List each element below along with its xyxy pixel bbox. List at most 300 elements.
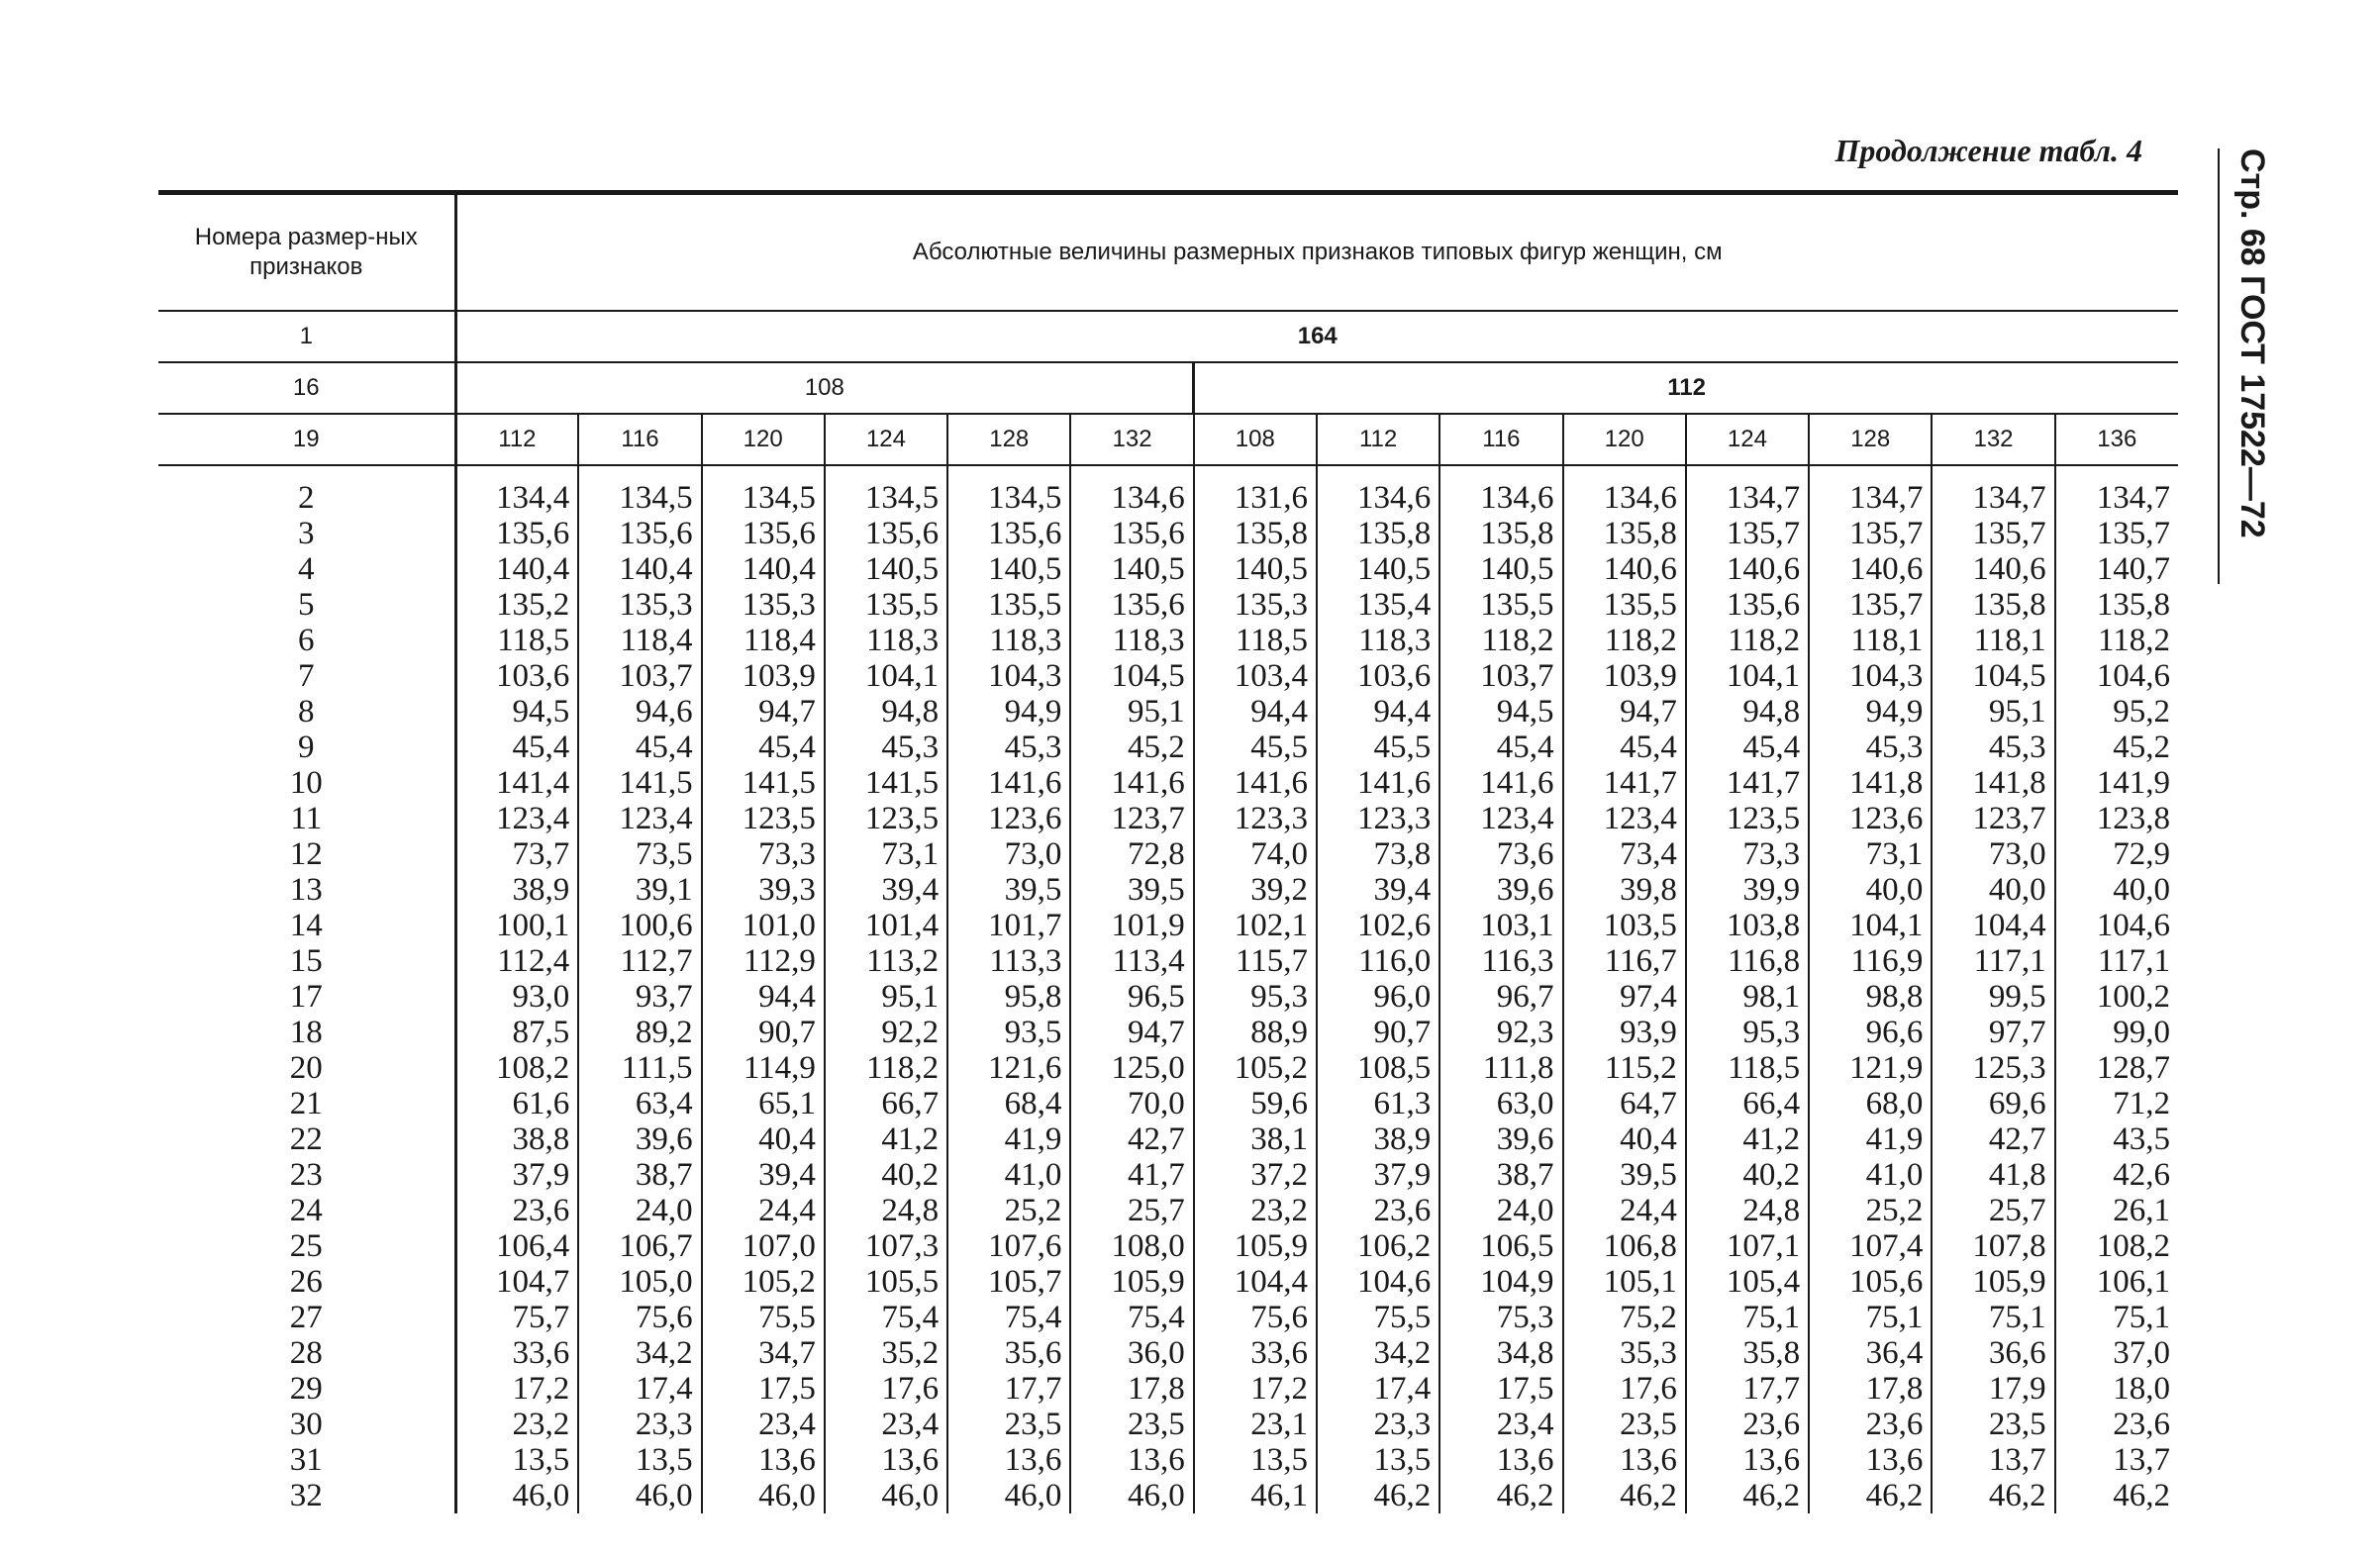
table-cell: 94,8 <box>825 694 947 730</box>
feature-number: 27 <box>158 1300 455 1335</box>
table-cell: 40,4 <box>702 1121 825 1157</box>
table-cell: 95,3 <box>1686 1015 1809 1050</box>
table-cell: 123,4 <box>578 801 701 836</box>
table-cell: 75,7 <box>512 1300 570 1335</box>
table-cell: 123,3 <box>1317 801 1439 836</box>
table-row <box>158 1442 2178 1478</box>
table-cell: 140,5 <box>1194 551 1317 587</box>
table-cell: 104,5 <box>1070 658 1193 694</box>
row-16-label: 16 <box>158 362 455 414</box>
table-cell: 125,0 <box>1070 1050 1193 1086</box>
table-cell: 103,7 <box>578 658 701 694</box>
table-cell: 140,5 <box>1439 551 1562 587</box>
table-cell: 108,2 <box>496 1050 570 1086</box>
table-cell: 118,2 <box>1563 623 1686 658</box>
table-cell: 134,7 <box>2055 465 2178 516</box>
feature-number: 32 <box>158 1478 455 1513</box>
table-cell: 103,6 <box>496 658 570 694</box>
table-cell: 94,7 <box>702 694 825 730</box>
table-cell: 23,6 <box>1317 1193 1439 1228</box>
table-cell: 72,9 <box>2055 836 2178 872</box>
table-cell: 38,1 <box>1194 1121 1317 1157</box>
table-cell: 26,1 <box>2055 1193 2178 1228</box>
table-cell: 106,7 <box>578 1228 701 1264</box>
table-cell: 104,6 <box>1317 1264 1439 1300</box>
table-cell: 108,0 <box>1070 1228 1193 1264</box>
table-cell: 92,2 <box>825 1015 947 1050</box>
table-cell: 13,5 <box>512 1442 570 1478</box>
table-cell: 141,7 <box>1563 765 1686 801</box>
table-cell: 140,4 <box>496 551 570 587</box>
table-cell: 95,8 <box>947 979 1070 1015</box>
table-cell: 123,6 <box>1809 801 1932 836</box>
table-cell: 43,5 <box>2055 1121 2178 1157</box>
table-cell: 39,3 <box>702 872 825 908</box>
table-cell: 35,3 <box>1563 1335 1686 1371</box>
table-cell: 73,5 <box>578 836 701 872</box>
table-cell: 101,7 <box>947 908 1070 943</box>
table-cell: 23,6 <box>1809 1407 1932 1442</box>
table-cell: 95,3 <box>1194 979 1317 1015</box>
table-cell: 23,4 <box>702 1407 825 1442</box>
table-cell: 141,8 <box>1932 765 2054 801</box>
table-cell: 17,8 <box>1070 1371 1193 1407</box>
feature-number: 6 <box>158 623 455 658</box>
table-row <box>158 1157 2178 1193</box>
table-cell: 140,4 <box>702 551 825 587</box>
table-cell: 104,5 <box>1932 658 2054 694</box>
table-cell: 135,7 <box>1686 516 1809 551</box>
table-cell: 104,1 <box>1809 908 1932 943</box>
table-cell: 41,2 <box>1686 1121 1809 1157</box>
table-cell: 23,5 <box>1563 1407 1686 1442</box>
table-cell: 94,5 <box>512 694 570 730</box>
table-cell: 41,2 <box>825 1121 947 1157</box>
table-cell: 34,8 <box>1439 1335 1562 1371</box>
table-cell: 105,9 <box>1932 1264 2054 1300</box>
table-cell: 39,1 <box>578 872 701 908</box>
table-cell: 69,6 <box>1932 1086 2054 1121</box>
sub-column-header: 128 <box>947 414 1070 465</box>
feature-number: 29 <box>158 1371 455 1407</box>
table-cell: 105,2 <box>1194 1050 1317 1086</box>
table-cell: 111,5 <box>578 1050 701 1086</box>
table-cell: 106,8 <box>1563 1228 1686 1264</box>
table-row <box>158 1228 2178 1264</box>
table-cell: 38,7 <box>578 1157 701 1193</box>
table-cell: 17,7 <box>947 1371 1070 1407</box>
table-cell: 135,4 <box>1317 587 1439 623</box>
table-cell: 93,5 <box>947 1015 1070 1050</box>
table-cell: 75,4 <box>1070 1300 1193 1335</box>
sub-column-header: 132 <box>1070 414 1193 465</box>
table-cell: 105,6 <box>1809 1264 1932 1300</box>
table-cell: 114,9 <box>702 1050 825 1086</box>
table-cell: 68,0 <box>1809 1086 1932 1121</box>
table-cell: 46,0 <box>947 1478 1070 1513</box>
table-cell: 94,9 <box>1809 694 1932 730</box>
table-cell: 59,6 <box>1194 1086 1317 1121</box>
table-cell: 141,6 <box>1439 765 1562 801</box>
table-cell: 41,8 <box>1932 1157 2054 1193</box>
table-cell: 141,5 <box>825 765 947 801</box>
table-cell: 135,5 <box>825 587 947 623</box>
table-cell: 24,8 <box>825 1193 947 1228</box>
table-cell: 96,7 <box>1439 979 1562 1015</box>
table-cell: 17,4 <box>1317 1371 1439 1407</box>
table-cell: 63,0 <box>1439 1086 1562 1121</box>
table-cell: 140,4 <box>578 551 701 587</box>
table-cell: 141,4 <box>496 765 570 801</box>
table-row <box>158 1407 2178 1442</box>
table-cell: 17,9 <box>1932 1371 2054 1407</box>
table-cell: 116,7 <box>1563 943 1686 979</box>
table-row <box>158 465 2178 516</box>
table-cell: 134,6 <box>1317 465 1439 516</box>
table-cell: 73,8 <box>1317 836 1439 872</box>
table-cell: 134,6 <box>1563 465 1686 516</box>
table-cell: 75,5 <box>702 1300 825 1335</box>
table-cell: 17,2 <box>1194 1371 1317 1407</box>
table-row <box>158 979 2178 1015</box>
table-cell: 115,2 <box>1563 1050 1686 1086</box>
table-cell: 87,5 <box>512 1015 570 1050</box>
table-cell: 95,1 <box>1070 694 1193 730</box>
table-cell: 23,3 <box>1317 1407 1439 1442</box>
table-cell: 121,6 <box>947 1050 1070 1086</box>
table-row <box>158 658 2178 694</box>
table-cell: 45,4 <box>512 730 570 765</box>
table-cell: 34,2 <box>578 1335 701 1371</box>
table-cell: 97,4 <box>1563 979 1686 1015</box>
table-cell: 39,4 <box>702 1157 825 1193</box>
row-1-label: 1 <box>158 311 455 362</box>
table-cell: 46,0 <box>702 1478 825 1513</box>
table-cell: 75,1 <box>1932 1300 2054 1335</box>
sub-column-header: 116 <box>1439 414 1562 465</box>
sub-column-header: 108 <box>1194 414 1317 465</box>
table-cell: 107,6 <box>947 1228 1070 1264</box>
table-cell: 23,6 <box>512 1193 570 1228</box>
table-cell: 25,2 <box>1809 1193 1932 1228</box>
table-cell: 45,5 <box>1317 730 1439 765</box>
table-cell: 37,9 <box>1317 1157 1439 1193</box>
table-cell: 46,1 <box>1194 1478 1317 1513</box>
table-cell: 39,5 <box>1070 872 1193 908</box>
sub-column-header: 116 <box>578 414 701 465</box>
table-cell: 45,4 <box>1439 730 1562 765</box>
table-cell: 46,0 <box>1070 1478 1193 1513</box>
table-cell: 141,6 <box>1070 765 1193 801</box>
table-cell: 135,5 <box>947 587 1070 623</box>
table-cell: 38,8 <box>512 1121 570 1157</box>
table-header <box>158 193 2178 466</box>
table-cell: 36,0 <box>1070 1335 1193 1371</box>
table-cell: 141,9 <box>2055 765 2178 801</box>
table-cell: 40,0 <box>1809 872 1932 908</box>
feature-number: 15 <box>158 943 455 979</box>
table-cell: 102,6 <box>1317 908 1439 943</box>
table-cell: 24,0 <box>578 1193 701 1228</box>
table-row <box>158 943 2178 979</box>
table-cell: 121,9 <box>1809 1050 1932 1086</box>
table-cell: 95,2 <box>2055 694 2178 730</box>
table-cell: 13,6 <box>1439 1442 1562 1478</box>
table-cell: 140,5 <box>1070 551 1193 587</box>
table-cell: 39,6 <box>578 1121 701 1157</box>
table-cell: 39,8 <box>1563 872 1686 908</box>
table-cell: 33,6 <box>1194 1335 1317 1371</box>
table-cell: 112,9 <box>702 943 825 979</box>
table-row <box>158 908 2178 943</box>
feature-number: 28 <box>158 1335 455 1371</box>
table-cell: 106,2 <box>1317 1228 1439 1264</box>
table-cell: 42,7 <box>1932 1121 2054 1157</box>
table-row <box>158 551 2178 587</box>
table-cell: 101,4 <box>825 908 947 943</box>
table-cell: 113,3 <box>947 943 1070 979</box>
table-cell: 141,6 <box>947 765 1070 801</box>
table-row <box>158 1193 2178 1228</box>
table-cell: 116,3 <box>1439 943 1562 979</box>
table-cell: 94,5 <box>1439 694 1562 730</box>
feature-number: 8 <box>158 694 455 730</box>
table-cell: 103,4 <box>1194 658 1317 694</box>
table-cell: 97,7 <box>1932 1015 2054 1050</box>
table-cell: 73,3 <box>1686 836 1809 872</box>
table-cell: 40,2 <box>825 1157 947 1193</box>
table-cell: 108,5 <box>1317 1050 1439 1086</box>
table-cell: 135,8 <box>1194 516 1317 551</box>
table-cell: 94,4 <box>1317 694 1439 730</box>
sub-column-header: 132 <box>1932 414 2054 465</box>
table-cell: 103,9 <box>702 658 825 694</box>
feature-number: 13 <box>158 872 455 908</box>
table-cell: 25,7 <box>1932 1193 2054 1228</box>
table-cell: 13,6 <box>825 1442 947 1478</box>
table-cell: 135,7 <box>1809 516 1932 551</box>
table-cell: 134,5 <box>702 465 825 516</box>
table-cell: 134,6 <box>1070 465 1193 516</box>
table-cell: 135,3 <box>702 587 825 623</box>
table-cell: 13,5 <box>578 1442 701 1478</box>
table-cell: 45,2 <box>1070 730 1193 765</box>
table-cell: 135,7 <box>2055 516 2178 551</box>
table-cell: 106,4 <box>496 1228 570 1264</box>
table-cell: 107,3 <box>825 1228 947 1264</box>
page-heading: Продолжение табл. 4 <box>1835 133 2142 168</box>
table-cell: 104,3 <box>947 658 1070 694</box>
table-cell: 37,2 <box>1194 1157 1317 1193</box>
table-cell: 141,5 <box>578 765 701 801</box>
group-108: 108 <box>455 362 1194 414</box>
table-cell: 39,2 <box>1194 872 1317 908</box>
table-cell: 23,6 <box>1686 1407 1809 1442</box>
table-cell: 105,5 <box>825 1264 947 1300</box>
feature-number: 9 <box>158 730 455 765</box>
table-row <box>158 872 2178 908</box>
table-cell: 65,1 <box>702 1086 825 1121</box>
feature-number: 7 <box>158 658 455 694</box>
table-cell: 23,5 <box>1070 1407 1193 1442</box>
table-row <box>158 1371 2178 1407</box>
table-row <box>158 587 2178 623</box>
table-cell: 118,5 <box>497 623 570 658</box>
table-cell: 112,4 <box>497 943 570 979</box>
table-cell: 134,7 <box>1809 465 1932 516</box>
table-cell: 128,7 <box>2055 1050 2178 1086</box>
table-cell: 104,1 <box>825 658 947 694</box>
table-cell: 123,7 <box>1932 801 2054 836</box>
table-cell: 94,4 <box>1194 694 1317 730</box>
feature-number: 25 <box>158 1228 455 1264</box>
feature-number: 22 <box>158 1121 455 1157</box>
table-cell: 100,1 <box>496 908 570 943</box>
table-cell: 33,6 <box>512 1335 570 1371</box>
table-cell: 118,4 <box>578 623 701 658</box>
table-cell: 141,5 <box>702 765 825 801</box>
table-cell: 45,4 <box>1563 730 1686 765</box>
table-cell: 75,4 <box>947 1300 1070 1335</box>
table-cell: 73,1 <box>1809 836 1932 872</box>
table-cell: 73,1 <box>825 836 947 872</box>
data-table <box>158 190 2178 1513</box>
table-cell: 75,6 <box>1194 1300 1317 1335</box>
table-cell: 75,1 <box>2055 1300 2178 1335</box>
table-cell: 140,6 <box>1932 551 2054 587</box>
table-cell: 24,4 <box>702 1193 825 1228</box>
feature-number: 4 <box>158 551 455 587</box>
feature-number: 23 <box>158 1157 455 1193</box>
table-cell: 45,3 <box>947 730 1070 765</box>
sub-column-header: 124 <box>825 414 947 465</box>
table-cell: 40,2 <box>1686 1157 1809 1193</box>
table-cell: 23,6 <box>2055 1407 2178 1442</box>
table-cell: 123,4 <box>1563 801 1686 836</box>
table-cell: 73,0 <box>947 836 1070 872</box>
feature-number: 14 <box>158 908 455 943</box>
table-cell: 125,3 <box>1932 1050 2054 1086</box>
table-cell: 17,7 <box>1686 1371 1809 1407</box>
table-cell: 118,2 <box>2055 623 2178 658</box>
table-cell: 40,4 <box>1563 1121 1686 1157</box>
table-cell: 39,5 <box>947 872 1070 908</box>
table-cell: 123,8 <box>2055 801 2178 836</box>
table-row <box>158 765 2178 801</box>
table-cell: 123,6 <box>947 801 1070 836</box>
table-cell: 40,0 <box>2055 872 2178 908</box>
table-cell: 93,0 <box>512 979 570 1015</box>
table-cell: 17,4 <box>578 1371 701 1407</box>
table-cell: 13,7 <box>1932 1442 2054 1478</box>
table-cell: 63,4 <box>578 1086 701 1121</box>
table-cell: 141,8 <box>1809 765 1932 801</box>
table-cell: 23,5 <box>947 1407 1070 1442</box>
table-cell: 46,2 <box>1317 1478 1439 1513</box>
table-cell: 75,6 <box>578 1300 701 1335</box>
table-cell: 140,5 <box>825 551 947 587</box>
table-cell: 107,1 <box>1686 1228 1809 1264</box>
table-cell: 106,1 <box>2055 1264 2178 1300</box>
table-cell: 104,4 <box>1932 908 2054 943</box>
table-cell: 45,4 <box>1686 730 1809 765</box>
table-cell: 46,0 <box>578 1478 701 1513</box>
feature-number: 24 <box>158 1193 455 1228</box>
table-cell: 75,5 <box>1317 1300 1439 1335</box>
table-row <box>158 1264 2178 1300</box>
table-row <box>158 1086 2178 1121</box>
table-cell: 123,5 <box>702 801 825 836</box>
table-cell: 105,4 <box>1686 1264 1809 1300</box>
table-cell: 73,4 <box>1563 836 1686 872</box>
table-cell: 45,2 <box>2055 730 2178 765</box>
table-cell: 105,0 <box>578 1264 701 1300</box>
table-row <box>158 516 2178 551</box>
table-cell: 104,7 <box>496 1264 570 1300</box>
table-cell: 103,9 <box>1563 658 1686 694</box>
table-cell: 103,7 <box>1439 658 1562 694</box>
table-cell: 100,6 <box>578 908 701 943</box>
sub-column-header: 112 <box>455 414 578 465</box>
table-cell: 41,0 <box>947 1157 1070 1193</box>
table-cell: 106,5 <box>1439 1228 1562 1264</box>
table-cell: 107,0 <box>702 1228 825 1264</box>
sub-column-header: 120 <box>702 414 825 465</box>
table-cell: 94,8 <box>1686 694 1809 730</box>
table-cell: 24,0 <box>1439 1193 1562 1228</box>
table-cell: 72,8 <box>1070 836 1193 872</box>
table-cell: 25,2 <box>947 1193 1070 1228</box>
table-cell: 39,4 <box>1317 872 1439 908</box>
table-cell: 102,1 <box>1194 908 1317 943</box>
table-cell: 39,6 <box>1439 1121 1562 1157</box>
table-cell: 17,2 <box>512 1371 570 1407</box>
table-cell: 116,8 <box>1686 943 1809 979</box>
table-cell: 90,7 <box>702 1015 825 1050</box>
table-cell: 134,6 <box>1439 465 1562 516</box>
table-cell: 118,3 <box>947 623 1070 658</box>
table-cell: 45,5 <box>1194 730 1317 765</box>
table-cell: 41,9 <box>947 1121 1070 1157</box>
table-cell: 13,6 <box>1686 1442 1809 1478</box>
table-cell: 96,0 <box>1317 979 1439 1015</box>
table-row <box>158 694 2178 730</box>
table-cell: 118,1 <box>1809 623 1932 658</box>
table-cell: 134,4 <box>496 480 570 516</box>
table-cell: 118,2 <box>1439 623 1562 658</box>
table-cell: 101,0 <box>702 908 825 943</box>
table-cell: 135,6 <box>1070 516 1193 551</box>
feature-number: 3 <box>158 516 455 551</box>
table-cell: 88,9 <box>1194 1015 1317 1050</box>
feature-number: 31 <box>158 1442 455 1478</box>
feature-number: 5 <box>158 587 455 623</box>
table-cell: 118,3 <box>1070 623 1193 658</box>
table-cell: 134,7 <box>1686 465 1809 516</box>
side-label-text: Стр. 68 ГОСТ 17522—72 <box>2233 148 2271 538</box>
table-cell: 108,2 <box>2055 1228 2178 1264</box>
table-cell: 99,0 <box>2055 1015 2178 1050</box>
table-cell: 105,9 <box>1194 1228 1317 1264</box>
table-cell: 135,7 <box>1809 587 1932 623</box>
table-cell: 73,3 <box>702 836 825 872</box>
table-cell: 104,3 <box>1809 658 1932 694</box>
table-cell: 141,7 <box>1686 765 1809 801</box>
table-cell: 94,9 <box>947 694 1070 730</box>
table-cell: 105,1 <box>1563 1264 1686 1300</box>
table-cell: 66,4 <box>1686 1086 1809 1121</box>
table-cell: 13,6 <box>702 1442 825 1478</box>
